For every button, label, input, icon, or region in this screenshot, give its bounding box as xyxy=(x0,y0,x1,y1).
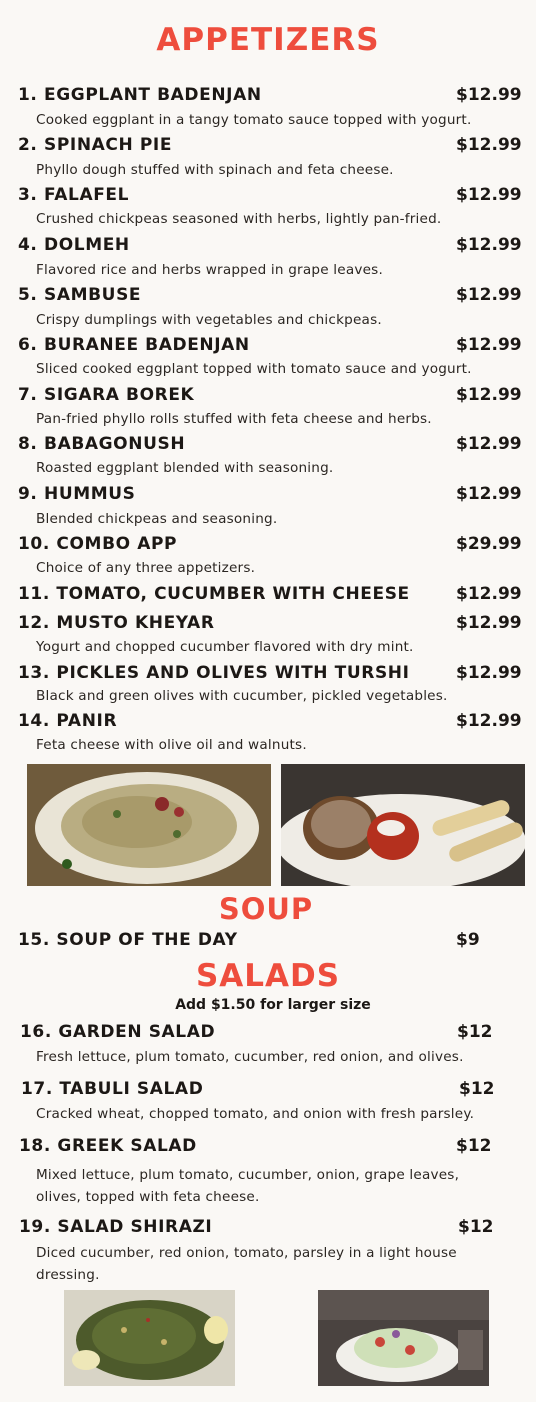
menu-item-description: Phyllo dough stuffed with spinach and feta cheese. xyxy=(36,162,394,178)
menu-item-description: Flavored rice and herbs wrapped in grape leaves. xyxy=(36,262,383,278)
menu-item-description: Feta cheese with olive oil and walnuts. xyxy=(36,737,307,753)
menu-item-description: Roasted eggplant blended with seasoning. xyxy=(36,460,334,476)
menu-item-name: 17. TABULI SALAD xyxy=(21,1079,204,1099)
menu-item-price: $12 xyxy=(457,1022,493,1042)
menu-item-name: 5. SAMBUSE xyxy=(18,285,142,305)
menu-item-description: Crushed chickpeas seasoned with herbs, lightly pan-fried. xyxy=(36,211,442,227)
menu-item-name: 8. BABAGONUSH xyxy=(18,434,186,454)
menu-item-name: 15. SOUP OF THE DAY xyxy=(18,930,238,950)
menu-item-price: $12.99 xyxy=(456,385,522,405)
menu-item-price: $12.99 xyxy=(456,711,522,731)
menu-item-name: 1. EGGPLANT BADENJAN xyxy=(18,85,262,105)
menu-item-description: Crispy dumplings with vegetables and chickpeas. xyxy=(36,312,382,328)
menu-item-price: $12 xyxy=(456,1136,492,1156)
menu-item-name: 19. SALAD SHIRAZI xyxy=(19,1217,213,1237)
menu-item-description: Cracked wheat, chopped tomato, and onion with fresh parsley. xyxy=(36,1106,475,1122)
menu-item-description: Black and green olives with cucumber, pickled vegetables. xyxy=(36,688,448,704)
soup-heading: SOUP xyxy=(218,892,314,926)
menu-item-description: Choice of any three appetizers. xyxy=(36,560,256,576)
menu-item-description: Pan-fried phyllo rolls stuffed with feta cheese and herbs. xyxy=(36,411,432,427)
menu-item-name: 12. MUSTO KHEYAR xyxy=(18,613,215,633)
menu-item-description: Sliced cooked eggplant topped with tomato sauce and yogurt. xyxy=(36,361,472,377)
menu-item-description: Diced cucumber, red onion, tomato, parsley in a light house dressing. xyxy=(36,1245,457,1283)
menu-item-price: $9 xyxy=(456,930,480,950)
menu-item-price: $12.99 xyxy=(456,235,522,255)
salads-heading: SALADS xyxy=(195,958,341,994)
menu-item-name: 2. SPINACH PIE xyxy=(18,135,173,155)
appetizer-platter-photo xyxy=(281,764,525,886)
menu-item-price: $12.99 xyxy=(456,185,522,205)
menu-item-name: 11. TOMATO, CUCUMBER WITH CHEESE xyxy=(18,584,410,604)
size-note: Add $1.50 for larger size xyxy=(175,997,371,1013)
babaganoush-photo xyxy=(27,764,271,886)
menu-item-price: $12.99 xyxy=(456,285,522,305)
menu-item-name: 4. DOLMEH xyxy=(18,235,130,255)
menu-item-description: Cooked eggplant in a tangy tomato sauce topped with yogurt. xyxy=(36,112,472,128)
menu-item-description: Blended chickpeas and seasoning. xyxy=(36,511,278,527)
garden-salad-photo xyxy=(318,1290,489,1386)
menu-item-price: $29.99 xyxy=(456,534,522,554)
menu-item-description: Mixed lettuce, plum tomato, cucumber, onion, grape leaves, olives, topped with feta cheese. xyxy=(36,1167,460,1205)
menu-item-name: 9. HUMMUS xyxy=(18,484,136,504)
menu-item-price: $12.99 xyxy=(456,484,522,504)
menu-item-price: $12.99 xyxy=(456,434,522,454)
menu-item-name: 3. FALAFEL xyxy=(18,185,130,205)
menu-item-name: 6. BURANEE BADENJAN xyxy=(18,335,250,355)
menu-item-name: 14. PANIR xyxy=(18,711,118,731)
menu-item-price: $12.99 xyxy=(456,613,522,633)
tabuli-salad-photo xyxy=(64,1290,235,1386)
menu-item-price: $12.99 xyxy=(456,335,522,355)
menu-item-price: $12.99 xyxy=(456,135,522,155)
menu-item-name: 16. GARDEN SALAD xyxy=(20,1022,216,1042)
menu-item-name: 7. SIGARA BOREK xyxy=(18,385,195,405)
menu-item-name: 10. COMBO APP xyxy=(18,534,178,554)
menu-item-name: 13. PICKLES AND OLIVES WITH TURSHI xyxy=(18,663,410,683)
menu-item-description: Fresh lettuce, plum tomato, cucumber, red onion, and olives. xyxy=(36,1049,464,1065)
menu-item-name: 18. GREEK SALAD xyxy=(19,1136,197,1156)
menu-item-price: $12 xyxy=(459,1079,495,1099)
menu-item-price: $12.99 xyxy=(456,85,522,105)
menu-item-price: $12.99 xyxy=(456,584,522,604)
menu-item-description: Yogurt and chopped cucumber flavored with dry mint. xyxy=(36,639,414,655)
menu-item-price: $12 xyxy=(458,1217,494,1237)
appetizers-heading: APPETIZERS xyxy=(156,22,380,58)
menu-item-price: $12.99 xyxy=(456,663,522,683)
